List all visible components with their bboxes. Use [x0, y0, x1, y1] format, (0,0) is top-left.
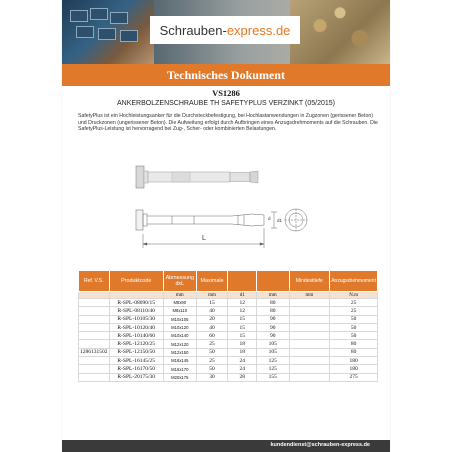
table-cell: 80: [330, 348, 378, 356]
table-cell: 15: [228, 323, 257, 331]
table-cell: 30: [196, 373, 228, 381]
table-cell: M16x170: [163, 365, 196, 373]
table-cell: 180: [330, 357, 378, 365]
col-product-code: Produktcode: [109, 271, 163, 292]
table-cell: 90: [257, 332, 289, 340]
table-row: [79, 307, 378, 315]
table-cell: 12: [228, 307, 257, 315]
table-cell-empty: [289, 315, 330, 323]
col-drill-diameter: [228, 271, 257, 292]
ref-cell: [79, 365, 110, 373]
table-cell: 15: [196, 299, 228, 307]
ref-cell: [79, 315, 110, 323]
anchor-drawing: [132, 160, 332, 265]
table-cell: M8x110: [163, 307, 196, 315]
col-ref: Ref. V.S.: [79, 271, 110, 292]
col-max-thickness: Maximale: [196, 271, 228, 292]
ref-cell: [79, 357, 110, 365]
table-cell-empty: [289, 365, 330, 373]
title-bar: [62, 64, 390, 86]
table-cell: 90: [257, 315, 289, 323]
table-cell: 155: [257, 373, 289, 381]
table-cell-empty: [289, 323, 330, 331]
document-type-title: Technisches Dokument: [167, 67, 285, 82]
table-cell: 15: [228, 315, 257, 323]
table-cell: 105: [257, 348, 289, 356]
table-cell: 25: [196, 340, 228, 348]
table-cell-empty: [289, 307, 330, 315]
table-cell: 105: [257, 340, 289, 348]
table-cell: 24: [228, 357, 257, 365]
table-cell: M10x120: [163, 323, 196, 331]
table-row: [79, 315, 378, 323]
table-cell: R-SPL-12120/25: [109, 340, 163, 348]
table-cell: 15: [228, 332, 257, 340]
screws-photo: [290, 0, 390, 64]
col-dimension: Abmessung dxL: [163, 271, 196, 292]
ref-cell: [79, 332, 110, 340]
table-cell: M10x105: [163, 315, 196, 323]
table-row: [79, 357, 378, 365]
table-cell: M20x175: [163, 373, 196, 381]
logo[interactable]: [150, 16, 300, 44]
table-header-row: [79, 271, 378, 292]
document-number: VS1286: [212, 88, 240, 98]
table-cell-empty: [289, 357, 330, 365]
specification-table: [78, 270, 378, 382]
table-cell-empty: [289, 340, 330, 348]
table-cell: M12x150: [163, 348, 196, 356]
table-cell: R-SPL-08090/15: [109, 299, 163, 307]
table-cell: 50: [330, 315, 378, 323]
col-anchor-depth: Mindesttiefe: [289, 271, 330, 292]
table-cell: 125: [257, 357, 289, 365]
table-cell-empty: [289, 332, 330, 340]
table-cell: 40: [196, 323, 228, 331]
tools-photo: [62, 0, 154, 64]
table-cell: M12x120: [163, 340, 196, 348]
table-row: [79, 365, 378, 373]
table-cell: 80: [330, 340, 378, 348]
table-cell: 60: [196, 332, 228, 340]
ref-cell: [79, 340, 110, 348]
table-cell: 180: [330, 365, 378, 373]
table-cell: 50: [330, 323, 378, 331]
table-row: [79, 323, 378, 331]
thread-label: d: [268, 216, 271, 221]
anchor-side-view: [136, 166, 258, 188]
product-description: SafetyPlus ist ein Hochleistungsanker für die Durchsteckbefestigung, bei Hochlastanwendungen in Zugzonen (gerissener Beton) und Druckzonen (ungerissener Beton). Die Aufweitung erfolgt durch Aufbringen eines Anzugsdrehmoments auf die Schrauben. Die SafetyPlus-Leistung ist hervorragend bei Zug-, Scher- oder kombinierten Belastungen.: [78, 113, 378, 133]
anchor-dimension-view: [136, 209, 307, 248]
table-cell: M10x140: [163, 332, 196, 340]
ref-cell: [79, 307, 110, 315]
table-cell: 40: [196, 307, 228, 315]
table-cell: 50: [330, 332, 378, 340]
col-torque: Anzugsdrehmoment: [330, 271, 378, 292]
table-cell: 25: [196, 357, 228, 365]
table-cell: 25: [330, 307, 378, 315]
table-row: [79, 299, 378, 307]
table-cell: M16x145: [163, 357, 196, 365]
table-cell: R-SPL-16145/25: [109, 357, 163, 365]
footer-bar: [62, 440, 390, 452]
table-cell: M8x90: [163, 299, 196, 307]
table-cell: 28: [228, 373, 257, 381]
table-cell: 50: [196, 348, 228, 356]
table-cell: 80: [257, 307, 289, 315]
table-row: [79, 373, 378, 381]
table-cell: 125: [257, 365, 289, 373]
footer-email-link[interactable]: kundendienst@schrauben-express.de: [270, 442, 370, 448]
table-row: [79, 348, 378, 356]
table-cell: 20: [196, 315, 228, 323]
table-cell: R-SPL-12150/50: [109, 348, 163, 356]
table-cell-empty: [289, 373, 330, 381]
ref-cell: [79, 373, 110, 381]
table-cell: 50: [196, 365, 228, 373]
table-cell-empty: [289, 348, 330, 356]
logo-text-part1: Schrauben-: [159, 22, 227, 38]
table-cell: R-SPL-10105/30: [109, 315, 163, 323]
col-drill-depth: [257, 271, 289, 292]
table-cell: 18: [228, 348, 257, 356]
table-cell: R-SPL-10120/40: [109, 323, 163, 331]
product-title: ANKERBOLZENSCHRAUBE TH SAFETYPLUS VERZINKT (05/2015): [117, 100, 335, 107]
table-row: [79, 340, 378, 348]
table-cell: 18: [228, 340, 257, 348]
table-cell: 90: [257, 323, 289, 331]
table-cell: 80: [257, 299, 289, 307]
table-cell: 24: [228, 365, 257, 373]
header-banner: [62, 0, 390, 64]
ref-cell: [79, 299, 110, 307]
unit-row: mm mm d1 mm mm N.m: [79, 292, 378, 299]
table-row: [79, 332, 378, 340]
diameter-label: d1: [277, 218, 283, 223]
table-cell: 25: [330, 299, 378, 307]
table-cell-empty: [289, 299, 330, 307]
logo-text-part2: express.de: [226, 22, 291, 38]
ref-cell: 1286131502: [80, 349, 108, 356]
length-label: L: [202, 235, 206, 242]
ref-cell: [79, 323, 110, 331]
table-cell: 12: [228, 299, 257, 307]
table-cell: R-SPL-20175/30: [109, 373, 163, 381]
table-cell: 275: [330, 373, 378, 381]
table-cell: R-SPL-08110/40: [109, 307, 163, 315]
table-cell: R-SPL-10140/60: [109, 332, 163, 340]
document-page: [62, 0, 390, 452]
table-cell: R-SPL-16170/50: [109, 365, 163, 373]
